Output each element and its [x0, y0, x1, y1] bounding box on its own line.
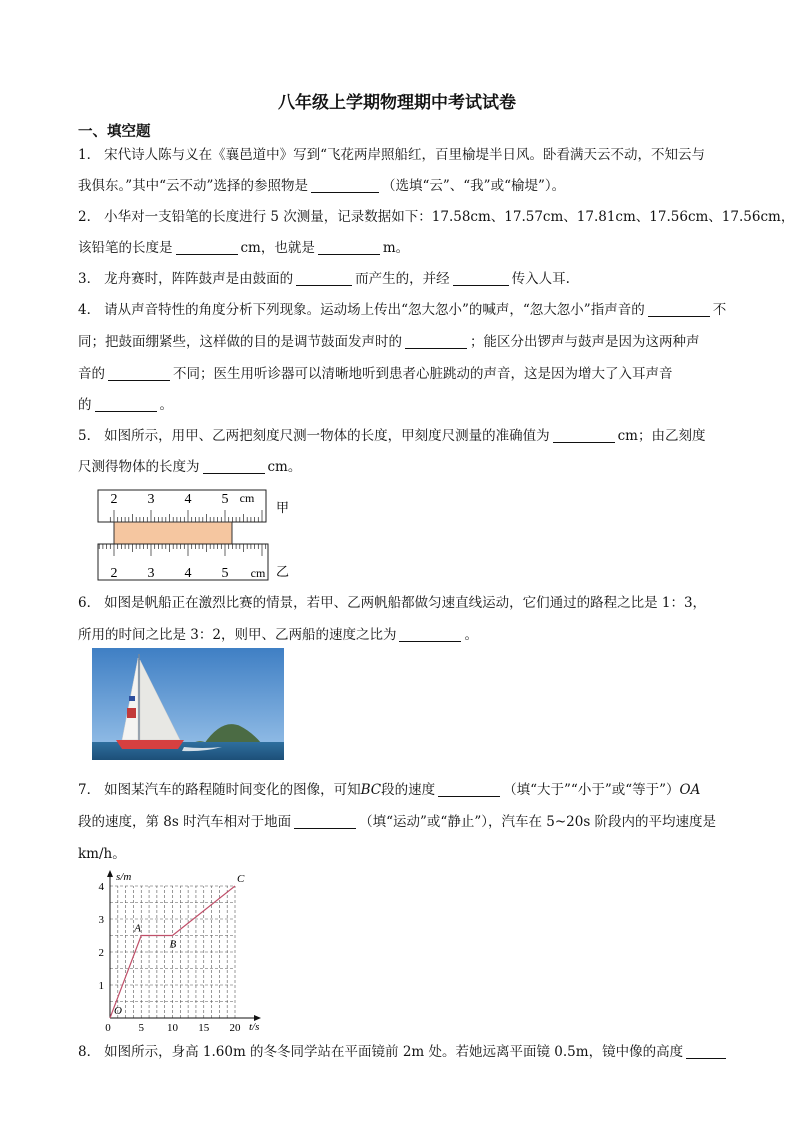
q7-blank-2[interactable]	[294, 814, 356, 829]
ruler-bottom-label-2: 2	[110, 566, 118, 581]
q3-text-3: 传入人耳.	[511, 271, 570, 287]
q7-text-6: km/h。	[78, 846, 126, 862]
q1-line2	[78, 177, 768, 195]
q7-text-3: （填“大于”“小于”或“等于”）	[503, 782, 680, 798]
point-label-a: A	[134, 922, 141, 935]
q4-number: 4．	[78, 302, 101, 318]
q7-text-4: 段的速度，第 8s 时汽车相对于地面	[78, 814, 292, 830]
ruler-bottom-label-4: 4	[184, 566, 192, 581]
q5-line1	[78, 427, 768, 445]
q5-line2	[78, 458, 768, 476]
q4-text-7: 的	[78, 397, 92, 413]
q4-text-6: 不同；医生用听诊器可以清晰地听到患者心脏跳动的声音，这是因为增大了入耳声音	[173, 366, 673, 382]
q5-text-1: 如图所示，用甲、乙两把刻度尺测一物体的长度，甲刻度尺测量的准确值为	[104, 428, 550, 444]
y-axis-arrow	[107, 870, 113, 877]
q4-blank-3[interactable]	[108, 366, 170, 381]
q1-line1	[78, 146, 768, 164]
q5-text-4: cm。	[267, 459, 302, 475]
q1-number: 1．	[78, 147, 101, 163]
ruler-top-label-5: 5	[221, 492, 229, 507]
x-tick-label: 0	[105, 1022, 111, 1034]
q2-line2	[78, 239, 768, 257]
q2-blank-2[interactable]	[318, 240, 380, 255]
q2-number: 2．	[78, 209, 101, 225]
q7-text-bc: BC	[360, 782, 382, 798]
q3-number: 3．	[78, 271, 101, 287]
ruler-top-name: 甲	[276, 500, 290, 515]
ruler-top-label-2: 2	[110, 492, 118, 507]
q4-blank-1[interactable]	[648, 302, 710, 317]
chart-grid	[110, 886, 235, 1018]
q8-line1	[78, 1043, 768, 1061]
ruler-top-label-3: 3	[147, 492, 155, 507]
y-tick-label: 1	[98, 980, 104, 992]
q6-text-3: 。	[464, 627, 478, 643]
q7-text-oa: OA	[679, 782, 701, 798]
q2-text-2: 该铅笔的长度是	[78, 240, 173, 256]
q3-line1	[78, 270, 768, 288]
y-tick-label: 4	[98, 881, 104, 893]
hull	[116, 740, 184, 749]
ruler-bottom-body	[98, 544, 268, 580]
q4-blank-4[interactable]	[95, 397, 157, 412]
q7-text-1: 如图某汽车的路程随时间变化的图像，可知	[104, 782, 361, 798]
page-title: 八年级上学期物理期中考试试卷	[278, 93, 516, 113]
q5-text-3: 尺测得物体的长度为	[78, 459, 200, 475]
q5-blank-1[interactable]	[553, 428, 615, 443]
q3-blank-2[interactable]	[453, 271, 509, 286]
x-tick-label: 5	[138, 1022, 144, 1034]
q4-text-1: 请从声音特性的角度分析下列现象。运动场上传出“忽大忽小”的喊声，“忽大忽小”指声音的	[104, 302, 645, 318]
q6-line1	[78, 594, 768, 612]
x-axis-label: t/s	[249, 1021, 260, 1033]
q5-number: 5．	[78, 428, 101, 444]
q3-text-1: 龙舟赛时，阵阵鼓声是由鼓面的	[104, 271, 294, 287]
x-tick-label: 15	[198, 1022, 210, 1034]
q1-text-1: 宋代诗人陈与义在《襄邑道中》写到“飞花两岸照船红，百里榆堤半日风。卧看满天云不动，不知云与	[104, 147, 705, 163]
q6-text-2: 所用的时间之比是 3：2，则甲、乙两船的速度之比为	[78, 627, 397, 643]
q4-text-3: 同；把鼓面绷紧些，这样做的目的是调节鼓面发声时的	[78, 334, 402, 350]
q1-text-3: （选填“云”、“我”或“榆堤”）。	[381, 178, 566, 194]
q4-text-2: 不	[712, 302, 727, 318]
q6-text-1: 如图是帆船正在激烈比赛的情景，若甲、乙两帆船都做匀速直线运动，它们通过的路程之比是 1：3，	[104, 595, 707, 611]
q2-text-4: m。	[382, 240, 410, 256]
q3-text-2: 而产生的，并经	[355, 271, 450, 287]
ruler-bottom-label-3: 3	[147, 566, 155, 581]
q8-number: 8．	[78, 1044, 101, 1060]
q5-text-2: cm；由乙刻度	[617, 428, 706, 444]
ruler-top-unit: cm	[239, 491, 255, 505]
sailboat-photo	[92, 648, 284, 760]
point-label-o: O	[114, 1005, 122, 1017]
q7-line1	[78, 781, 768, 799]
section-heading: 一、填空题	[78, 123, 151, 140]
q3-blank-1[interactable]	[296, 271, 352, 286]
q7-blank-1[interactable]	[438, 782, 500, 797]
q4-text-5: 音的	[78, 366, 105, 382]
point-label-b: B	[169, 938, 177, 951]
q1-blank-1[interactable]	[311, 178, 379, 193]
q7-line2	[78, 813, 768, 831]
q4-line4	[78, 396, 768, 414]
q8-blank-1[interactable]	[686, 1044, 726, 1059]
q7-text-2: 段的速度	[381, 782, 436, 798]
point-label-c: C	[237, 873, 245, 885]
q2-text-3: cm，也就是	[240, 240, 315, 256]
q8-text-1: 如图所示，身高 1.60m 的冬冬同学站在平面镜前 2m 处。若她远离平面镜 0.5m，镜中像的高度	[104, 1044, 684, 1060]
ruler-bottom-label-5: 5	[221, 566, 229, 581]
y-axis-label: s/m	[116, 871, 132, 883]
sail-flag	[127, 708, 136, 718]
ruler-top-label-4: 4	[184, 492, 192, 507]
q4-text-8: 。	[159, 397, 173, 413]
q6-number: 6．	[78, 595, 101, 611]
q2-text-1: 小华对一支铅笔的长度进行 5 次测量，记录数据如下：17.58cm、17.57cm、17.81cm、17.56cm、17.56cm，	[104, 209, 794, 225]
x-tick-label: 20	[229, 1022, 241, 1034]
q7-number: 7．	[78, 782, 101, 798]
q4-line1	[78, 301, 768, 319]
q1-text-2: 我俱东。”其中“云不动”选择的参照物是	[78, 178, 308, 194]
y-tick-label: 3	[98, 914, 104, 926]
q4-text-4: ；能区分出锣声与鼓声是因为这两种声	[470, 334, 700, 350]
q4-line3	[78, 365, 768, 383]
q4-blank-2[interactable]	[405, 334, 467, 349]
q6-line2	[78, 626, 768, 644]
ruler-bottom-unit: cm	[250, 566, 266, 580]
measured-object	[114, 522, 232, 544]
y-tick-label: 2	[98, 947, 104, 959]
q4-line2	[78, 333, 768, 351]
q2-line1	[78, 208, 794, 226]
q7-text-5: （填“运动”或“静止”），汽车在 5~20s 阶段内的平均速度是	[359, 814, 717, 830]
x-tick-label: 10	[167, 1022, 178, 1034]
distance-time-chart	[90, 868, 280, 1036]
q6-blank-1[interactable]	[399, 627, 461, 642]
ruler-figure	[90, 486, 300, 586]
sail-logo	[129, 696, 135, 701]
q5-blank-2[interactable]	[203, 459, 265, 474]
q7-line3	[78, 845, 768, 863]
q2-blank-1[interactable]	[176, 240, 238, 255]
ruler-bottom-name: 乙	[276, 564, 290, 579]
